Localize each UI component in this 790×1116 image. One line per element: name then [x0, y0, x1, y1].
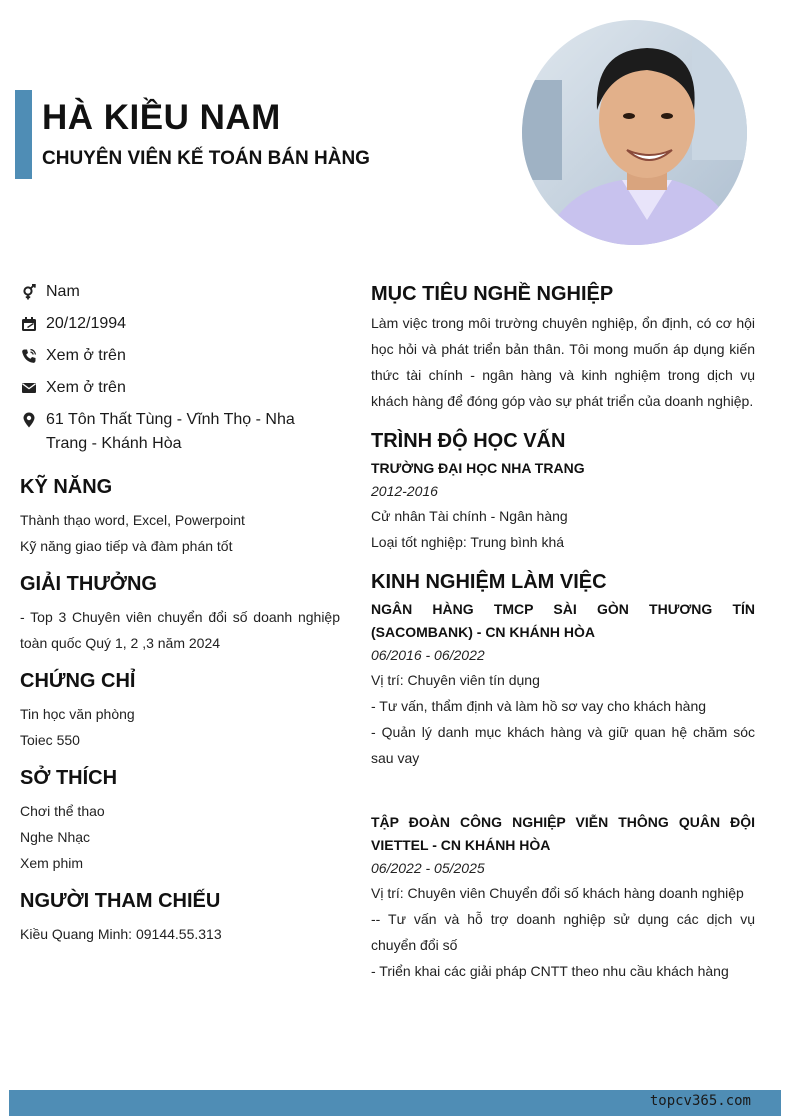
candidate-name: HÀ KIỀU NAM	[42, 98, 281, 137]
experience-line: - Quản lý danh mục khách hàng và giữ quan hệ chăm sóc sau vay	[371, 724, 755, 766]
experience-section	[371, 571, 755, 984]
skills-section	[20, 476, 340, 559]
location-pin-icon	[20, 408, 38, 432]
award-item: - Top 3 Chuyên viên chuyển đổi số doanh nghiệp toàn quốc Quý 1, 2 ,3 năm 2024	[20, 609, 340, 651]
certificates-heading: CHỨNG CHỈ	[20, 670, 136, 692]
contact-email-text: Xem ở trên	[46, 379, 126, 396]
calendar-icon	[20, 312, 38, 336]
hobby-item: Nghe Nhạc	[20, 829, 91, 845]
skill-item: Kỹ năng giao tiếp và đàm phán tốt	[20, 538, 233, 554]
education-line: Loại tốt nghiệp: Trung bình khá	[371, 534, 565, 550]
contact-phone	[20, 344, 340, 368]
references-section	[20, 890, 340, 947]
education-section	[371, 430, 755, 555]
certificate-item: Toiec 550	[20, 732, 80, 748]
contact-list	[20, 280, 340, 456]
reference-item: Kiều Quang Minh: 09144.55.313	[20, 926, 222, 942]
awards-section	[20, 573, 340, 656]
gender-icon	[20, 280, 38, 304]
contact-gender-text: Nam	[46, 283, 80, 300]
envelope-icon	[20, 376, 38, 400]
objective-section	[371, 283, 755, 414]
contact-gender	[20, 280, 340, 304]
education-period: 2012-2016	[371, 483, 438, 499]
experience-period: 06/2022 - 05/2025	[371, 860, 485, 876]
certificates-section	[20, 670, 340, 753]
hobbies-section	[20, 767, 340, 876]
hobby-item: Xem phim	[20, 855, 84, 871]
contact-address	[20, 408, 340, 456]
certificate-item: Tin học văn phòng	[20, 706, 135, 722]
experience-line: Vị trí: Chuyên viên Chuyển đổi số khách hàng doanh nghiệp	[371, 885, 744, 901]
skill-item: Thành thạo word, Excel, Powerpoint	[20, 512, 245, 528]
contact-birthdate-text: 20/12/1994	[46, 315, 127, 332]
profile-photo	[522, 20, 747, 245]
left-column	[20, 280, 340, 947]
contact-address-text: 61 Tôn Thất Tùng - Vĩnh Thọ - Nha Trang - Khánh Hòa	[46, 411, 295, 452]
experience-line: -- Tư vấn và hỗ trợ doanh nghiệp sử dụng các dịch vụ chuyển đổi số	[371, 911, 755, 953]
phone-icon	[20, 344, 38, 368]
hobbies-heading: SỞ THÍCH	[20, 767, 118, 789]
experience-entry	[371, 811, 755, 984]
objective-heading: MỤC TIÊU NGHỀ NGHIỆP	[371, 283, 614, 305]
experience-company: NGÂN HÀNG TMCP SÀI GÒN THƯƠNG TÍN (SACOMBANK) - CN KHÁNH HÒA	[371, 601, 755, 640]
experience-line: Vị trí: Chuyên viên tín dụng	[371, 672, 540, 688]
experience-period: 06/2016 - 06/2022	[371, 647, 485, 663]
footer-bar	[9, 1090, 781, 1116]
hobby-item: Chơi thể thao	[20, 803, 105, 819]
experience-line: - Tư vấn, thẩm định và làm hồ sơ vay cho khách hàng	[371, 698, 707, 714]
awards-heading: GIẢI THƯỞNG	[20, 573, 157, 595]
contact-email	[20, 376, 340, 400]
contact-birthdate	[20, 312, 340, 336]
education-heading: TRÌNH ĐỘ HỌC VẤN	[371, 430, 566, 452]
references-heading: NGƯỜI THAM CHIẾU	[20, 890, 221, 912]
education-line: Cử nhân Tài chính - Ngân hàng	[371, 508, 568, 524]
right-column	[371, 283, 755, 984]
footer-watermark: topcv365.com	[649, 1093, 751, 1109]
experience-heading: KINH NGHIỆM LÀM VIỆC	[371, 571, 607, 593]
experience-company: TẬP ĐOÀN CÔNG NGHIỆP VIỄN THÔNG QUÂN ĐỘI VIETTEL - CN KHÁNH HÒA	[371, 814, 755, 853]
candidate-job-title: CHUYÊN VIÊN KẾ TOÁN BÁN HÀNG	[42, 148, 370, 169]
header-accent-bar	[15, 90, 32, 179]
experience-entry	[371, 598, 755, 771]
skills-heading: KỸ NĂNG	[20, 476, 113, 498]
objective-text: Làm việc trong môi trường chuyên nghiệp, ổn định, có cơ hội học hỏi và phát triển bản thân. Tôi mong muốn áp dụng kiến thức tài chính - ngân hàng và kinh nghiệm trong dịch vụ khách hàng để đóng góp vào sự phát triển của doanh nghiệp.	[371, 315, 755, 409]
contact-phone-text: Xem ở trên	[46, 347, 126, 364]
education-school: TRƯỜNG ĐẠI HỌC NHA TRANG	[371, 460, 585, 476]
experience-line: - Triển khai các giải pháp CNTT theo nhu cầu khách hàng	[371, 963, 729, 979]
